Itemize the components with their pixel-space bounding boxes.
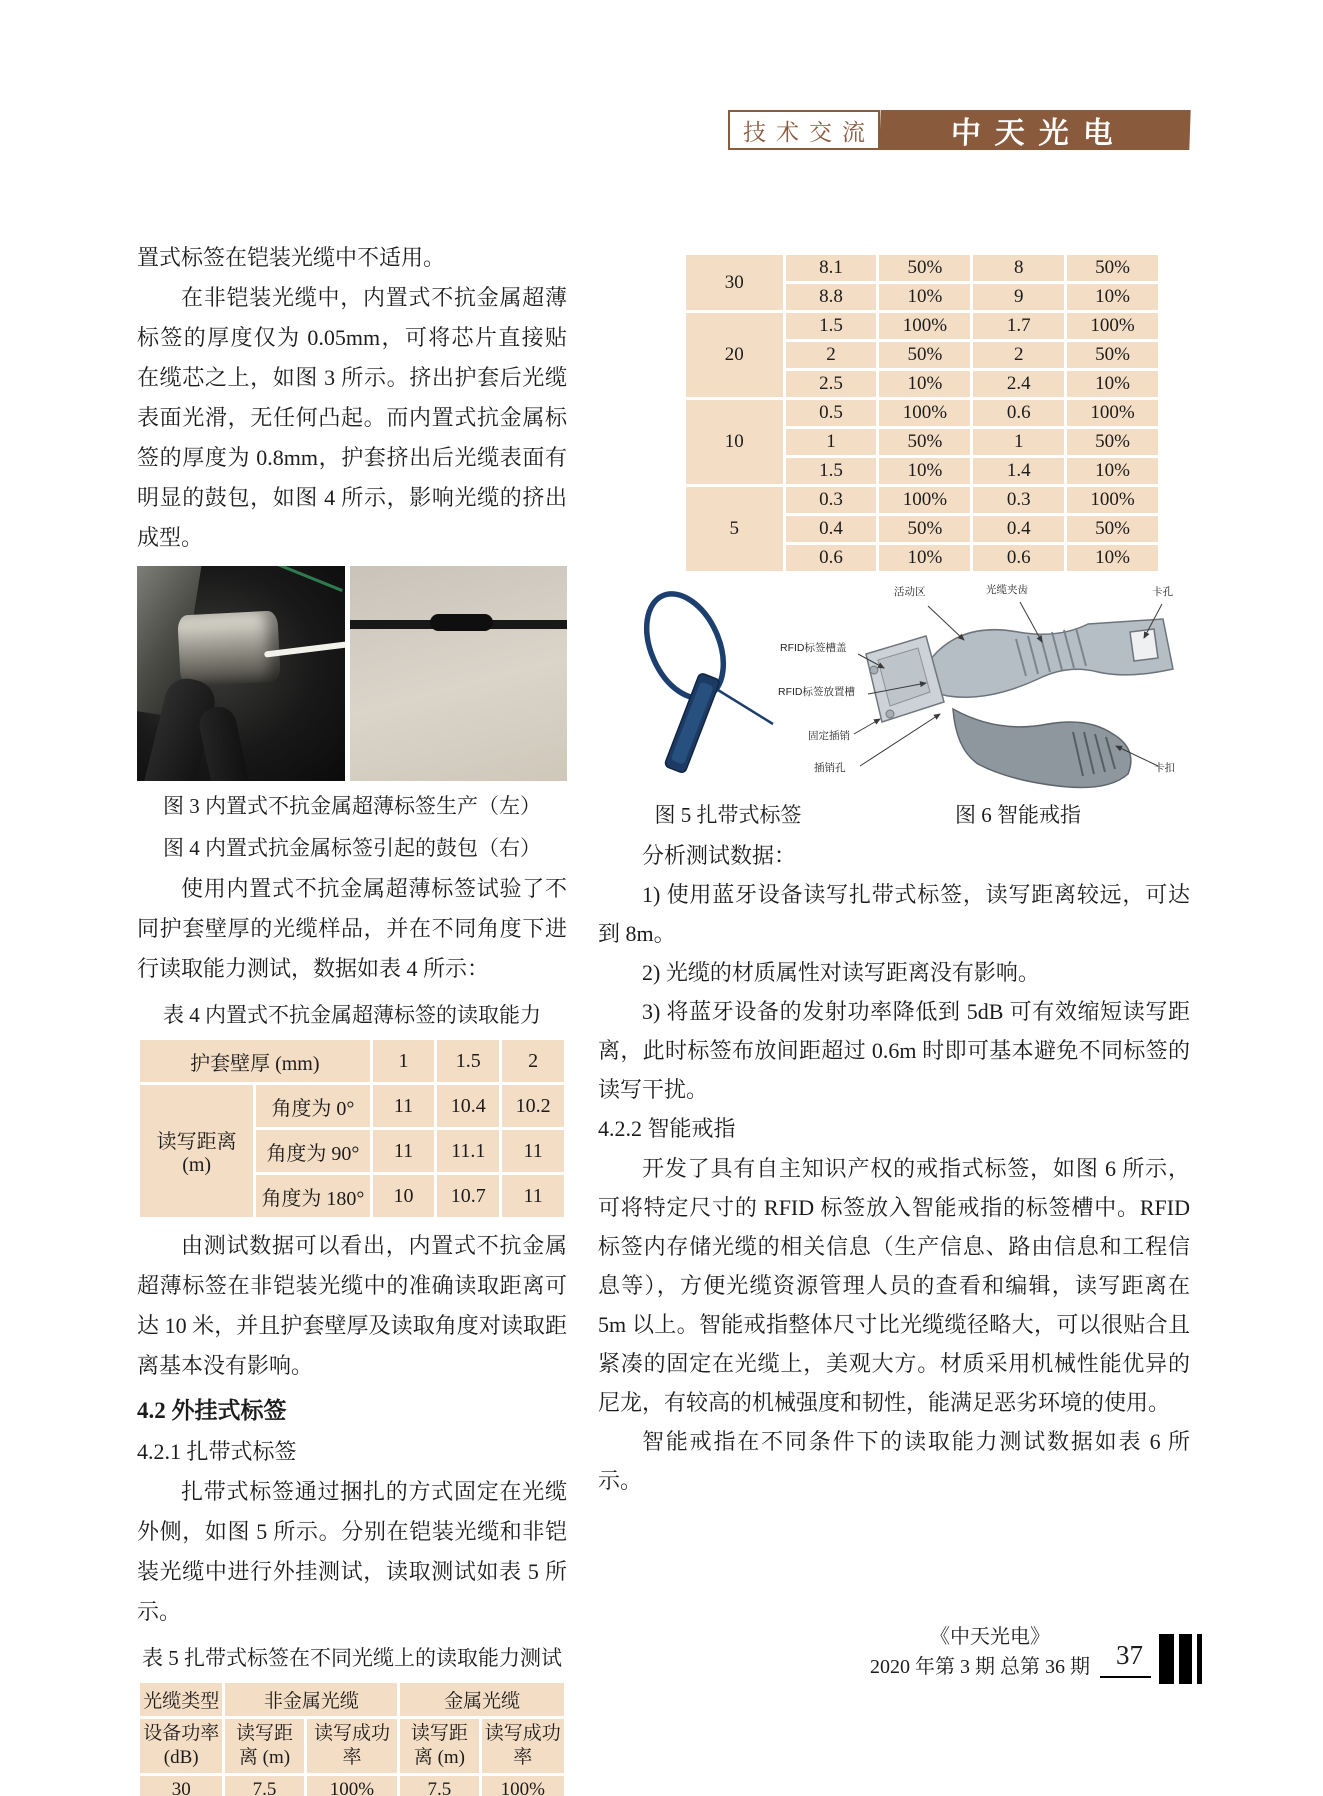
table-cell: 10% — [879, 284, 970, 310]
table-cell: 100% — [1067, 313, 1158, 339]
table-cell: 0.3 — [973, 487, 1064, 513]
callout-active-zone: 活动区 — [894, 586, 926, 598]
table-row — [686, 487, 1158, 513]
table-cell: 10% — [1067, 284, 1158, 310]
table-header-cell: 金属光缆 — [400, 1683, 564, 1716]
figure-captions — [598, 794, 1190, 836]
table5-title: 表 5 扎带式标签在不同光缆上的读取能力测试 — [142, 1646, 562, 1670]
table-cell: 2.4 — [973, 371, 1064, 397]
table-cell: 2.5 — [786, 371, 877, 397]
table-cell: 10.2 — [502, 1085, 564, 1127]
table-row — [140, 1683, 564, 1716]
paragraph: 扎带式标签通过捆扎的方式固定在光缆外侧，如图 5 所示。分别在铠装光缆和非铠装光缆中进行外挂测试，读取测试如表 5 所示。 — [137, 1479, 567, 1624]
power-cell: 10 — [686, 400, 783, 484]
table-rowgroup-cell: 读写距离 (m) — [140, 1085, 253, 1217]
callout-buckle: 卡扣 — [1154, 762, 1175, 774]
table-cell: 2 — [502, 1040, 564, 1082]
table-cell: 0.6 — [973, 400, 1064, 426]
left-column — [137, 238, 567, 1796]
figure4-photo — [350, 566, 567, 781]
table-cell: 8.1 — [786, 255, 877, 281]
table-cell: 10% — [1067, 545, 1158, 571]
table-cell: 角度为 180° — [256, 1175, 369, 1217]
page-number: 37 — [1100, 1638, 1151, 1678]
table-cell: 100% — [1067, 487, 1158, 513]
table-cell: 50% — [879, 429, 970, 455]
table-cell: 50% — [1067, 429, 1158, 455]
table-cell: 100% — [879, 313, 970, 339]
table-cell: 100% — [879, 487, 970, 513]
table-cell: 0.6 — [973, 545, 1064, 571]
table-cell: 10% — [879, 545, 970, 571]
paragraph: 分析测试数据： — [642, 843, 797, 868]
table-cell: 1.5 — [437, 1040, 499, 1082]
section-heading-42: 4.2 外挂式标签 — [137, 1398, 287, 1423]
power-cell: 20 — [686, 313, 783, 397]
table-cell: 1.5 — [786, 313, 877, 339]
callout-rfid-cover: RFID标签槽盖 — [780, 642, 847, 654]
figures-5-6 — [598, 584, 1190, 792]
page-header — [728, 110, 1190, 150]
table-cell: 10 — [373, 1175, 435, 1217]
power-cell: 30 — [686, 255, 783, 310]
analysis-item-2: 2) 光缆的材质属性对读写距离没有影响。 — [642, 960, 1040, 985]
table-cell: 50% — [879, 342, 970, 368]
table-row — [140, 1040, 564, 1082]
page-number-bars — [1159, 1634, 1207, 1684]
table-header-cell: 护套壁厚 (mm) — [140, 1040, 370, 1082]
metal-cylinder-shape — [177, 611, 280, 687]
bar — [1159, 1634, 1174, 1684]
table-cell: 100% — [307, 1776, 398, 1796]
table-cell: 7.5 — [400, 1776, 478, 1796]
section-heading-422: 4.2.2 智能戒指 — [598, 1116, 736, 1141]
table-row — [140, 1085, 564, 1127]
figure3-photo — [137, 566, 345, 781]
table-cell: 角度为 90° — [256, 1130, 369, 1172]
table5 — [137, 1680, 567, 1796]
table-row — [140, 1776, 564, 1796]
callout-rfid-slot: RFID标签放置槽 — [778, 686, 855, 698]
table5-continuation — [683, 252, 1161, 574]
paragraph: 在非铠装光缆中，内置式不抗金属超薄标签的厚度仅为 0.05mm，可将芯片直接贴在缆芯之上，如图 3 所示。挤出护套后光缆表面光滑，无任何凸起。而内置式抗金属标签的厚度为 0.8mm，护套挤出后光缆表面有明显的鼓包，如图 4 所示，影响光缆的挤出成型。 — [137, 285, 567, 550]
table-cell: 11.1 — [437, 1130, 499, 1172]
figure6-smart-ring — [778, 584, 1190, 792]
figure5-cable-tie — [613, 584, 783, 789]
bar — [1179, 1634, 1192, 1684]
table-cell: 50% — [879, 516, 970, 542]
cable-bulge-shape — [430, 614, 493, 631]
callout-pin-hole: 插销孔 — [814, 762, 846, 774]
table-cell: 11 — [373, 1085, 435, 1127]
brand-logo: 中天光电 — [879, 110, 1190, 150]
issue-info: 2020 年第 3 期 总第 36 期 — [870, 1656, 1090, 1678]
table-cell: 0.4 — [973, 516, 1064, 542]
table-cell: 1.5 — [786, 458, 877, 484]
journal-name: 《中天光电》 — [930, 1626, 1050, 1648]
table-row — [140, 1719, 564, 1773]
figure6-caption: 图 6 智能戒指 — [955, 803, 1081, 827]
table-cell: 10% — [879, 458, 970, 484]
table-cell: 角度为 0° — [256, 1085, 369, 1127]
table-cell: 10.4 — [437, 1085, 499, 1127]
table-cell: 8.8 — [786, 284, 877, 310]
table-cell: 1 — [373, 1040, 435, 1082]
table-cell: 8 — [973, 255, 1064, 281]
table-cell: 100% — [482, 1776, 564, 1796]
table-cell: 11 — [373, 1130, 435, 1172]
table-cell: 10% — [879, 371, 970, 397]
figure4-caption: 图 4 内置式抗金属标签引起的鼓包（右） — [163, 836, 541, 860]
table-row — [686, 255, 1158, 281]
table-cell: 2 — [973, 342, 1064, 368]
table-cell: 100% — [879, 400, 970, 426]
analysis-item-3: 3) 将蓝牙设备的发射功率降低到 5dB 可有效缩短读写距离，此时标签布放间距超过 0.6m 时即可基本避免不同标签的读写干扰。 — [598, 999, 1190, 1102]
table-cell: 0.6 — [786, 545, 877, 571]
table-header-cell: 读写距离 (m) — [225, 1719, 303, 1773]
section-heading-421: 4.2.1 扎带式标签 — [137, 1439, 297, 1464]
paragraph: 使用内置式不抗金属超薄标签试验了不同护套壁厚的光缆样品，并在不同角度下进行读取能力测试，数据如表 4 所示： — [137, 876, 567, 981]
table-cell: 100% — [1067, 400, 1158, 426]
figure5-caption: 图 5 扎带式标签 — [654, 803, 802, 827]
callout-lock-hole: 卡孔 — [1152, 586, 1173, 598]
table4-title: 表 4 内置式不抗金属超薄标签的读取能力 — [163, 1003, 541, 1027]
table-cell: 11 — [502, 1130, 564, 1172]
table-cell: 10% — [1067, 371, 1158, 397]
table-cell: 50% — [1067, 255, 1158, 281]
table-cell: 50% — [879, 255, 970, 281]
table-header-cell: 读写成功率 — [482, 1719, 564, 1773]
callout-fixing-pin: 固定插销 — [808, 730, 850, 742]
table-cell: 1.7 — [973, 313, 1064, 339]
table-header-cell: 读写距离 (m) — [400, 1719, 478, 1773]
fiber-line-shape — [272, 566, 343, 592]
cable-tie-drawing — [613, 584, 783, 789]
table-cell: 0.3 — [786, 487, 877, 513]
table-cell: 0.5 — [786, 400, 877, 426]
table-cell: 30 — [140, 1776, 222, 1796]
analysis-item-1: 1) 使用蓝牙设备读写扎带式标签，读写距离较远，可达到 8m。 — [598, 882, 1190, 946]
page-number-block — [1100, 1638, 1207, 1684]
paragraph: 置式标签在铠装光缆中不适用。 — [137, 245, 446, 270]
section-badge: 技术交流 — [728, 110, 880, 150]
table-header-cell: 光缆类型 — [140, 1683, 222, 1716]
table-header-cell: 非金属光缆 — [225, 1683, 397, 1716]
table-cell: 9 — [973, 284, 1064, 310]
table-cell: 7.5 — [225, 1776, 303, 1796]
paragraph: 由测试数据可以看出，内置式不抗金属超薄标签在非铠装光缆中的准确读取距离可达 10 米，并且护套壁厚及读取角度对读取距离基本没有影响。 — [137, 1233, 567, 1378]
table-cell: 50% — [1067, 516, 1158, 542]
table-header-cell: 设备功率 (dB) — [140, 1719, 222, 1773]
figure-photos — [137, 566, 567, 781]
hose-shape — [196, 703, 257, 781]
table-cell: 10% — [1067, 458, 1158, 484]
table-cell: 50% — [1067, 342, 1158, 368]
table-cell: 0.4 — [786, 516, 877, 542]
table4 — [137, 1037, 567, 1220]
table-row — [686, 313, 1158, 339]
page-footer — [598, 1622, 1098, 1682]
table-row — [686, 400, 1158, 426]
table-cell: 1 — [973, 429, 1064, 455]
table-cell: 2 — [786, 342, 877, 368]
right-column — [598, 252, 1190, 1500]
table-header-cell: 读写成功率 — [307, 1719, 398, 1773]
paragraph: 智能戒指在不同条件下的读取能力测试数据如表 6 所示。 — [598, 1429, 1190, 1493]
power-cell: 5 — [686, 487, 783, 571]
table-cell: 1 — [786, 429, 877, 455]
table-cell: 11 — [502, 1175, 564, 1217]
figure3-caption: 图 3 内置式不抗金属超薄标签生产（左） — [163, 794, 541, 818]
callout-clamp-teeth: 光缆夹齿 — [986, 584, 1028, 596]
paragraph: 开发了具有自主知识产权的戒指式标签，如图 6 所示，可将特定尺寸的 RFID 标签放入智能戒指的标签槽中。RFID 标签内存储光缆的相关信息（生产信息、路由信息和工程信息等），方便光缆资源管理人员的查看和编辑，读写距离在 5m 以上。智能戒指整体尺寸比光缆缆径略大，可以很贴合且紧凑的固定在光缆上，美观大方。材质采用机械性能优异的尼龙，有较高的机械强度和韧性，能满足恶劣环境的使用。 — [598, 1156, 1190, 1415]
table-cell: 10.7 — [437, 1175, 499, 1217]
bar — [1197, 1634, 1202, 1684]
table-cell: 1.4 — [973, 458, 1064, 484]
